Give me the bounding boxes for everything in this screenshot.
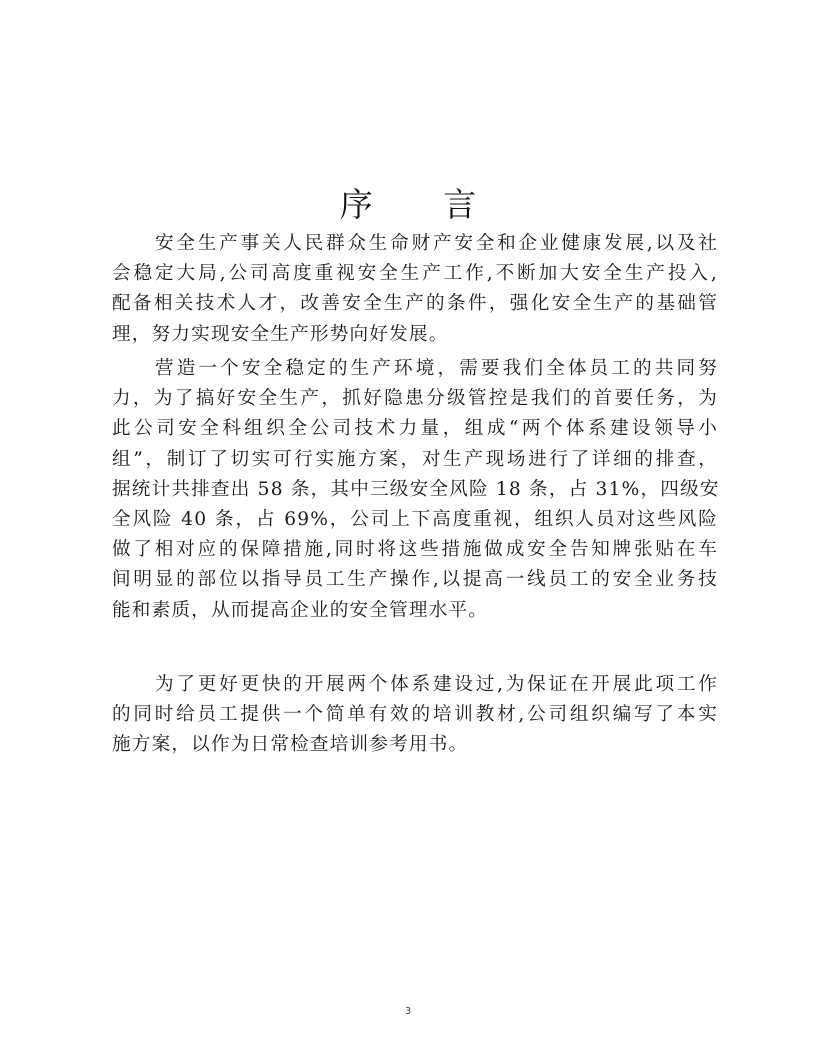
paragraph-2 — [112, 354, 718, 626]
text-line: 力，为了搞好安全生产，抓好隐患分级管控是我们的首要任务，为 — [112, 388, 718, 410]
page-number: 3 — [404, 1006, 412, 1017]
text-line: 安全生产事关人民群众生命财产安全和企业健康发展,以及社 — [155, 233, 718, 254]
paragraph-1 — [112, 229, 718, 350]
text-line: 此公司安全科组织全公司技术力量，组成“两个体系建设领导小 — [112, 418, 718, 440]
text-line: 据统计共排查出 58 条，其中三级安全风险 18 条，占 31%，四级安 — [112, 478, 720, 500]
text-line: 组”，制订了切实可行实施方案，对生产现场进行了详细的排查， — [112, 448, 718, 470]
text-line: 为了更好更快的开展两个体系建设过,为保证在开展此项工作 — [155, 674, 718, 695]
text-line: 能和素质，从而提高企业的安全管理水平。 — [112, 599, 489, 621]
text-line: 配备相关技术人才，改善安全生产的条件，强化安全生产的基础管 — [112, 293, 718, 315]
text-line: 做了相对应的保障措施,同时将这些措施做成安全告知牌张贴在车 — [112, 539, 718, 561]
text-line: 间明显的部位以指导员工生产操作,以提高一线员工的安全业务技 — [112, 569, 718, 591]
text-line: 会稳定大局,公司高度重视安全生产工作,不断加大安全生产投入, — [112, 263, 718, 285]
text-line: 施方案，以作为日常检查培训参考用书。 — [112, 734, 469, 756]
text-line: 理，努力实现安全生产形势向好发展。 — [112, 323, 449, 345]
text-line: 营造一个安全稳定的生产环境，需要我们全体员工的共同努 — [155, 358, 718, 379]
paragraph-3 — [112, 670, 718, 761]
text-line: 的同时给员工提供一个简单有效的培训教材,公司组织编写了本实 — [112, 704, 718, 726]
text-line: 全风险 40 条，占 69%，公司上下高度重视，组织人员对这些风险 — [112, 508, 718, 530]
page-title: 序 言 — [339, 185, 507, 224]
